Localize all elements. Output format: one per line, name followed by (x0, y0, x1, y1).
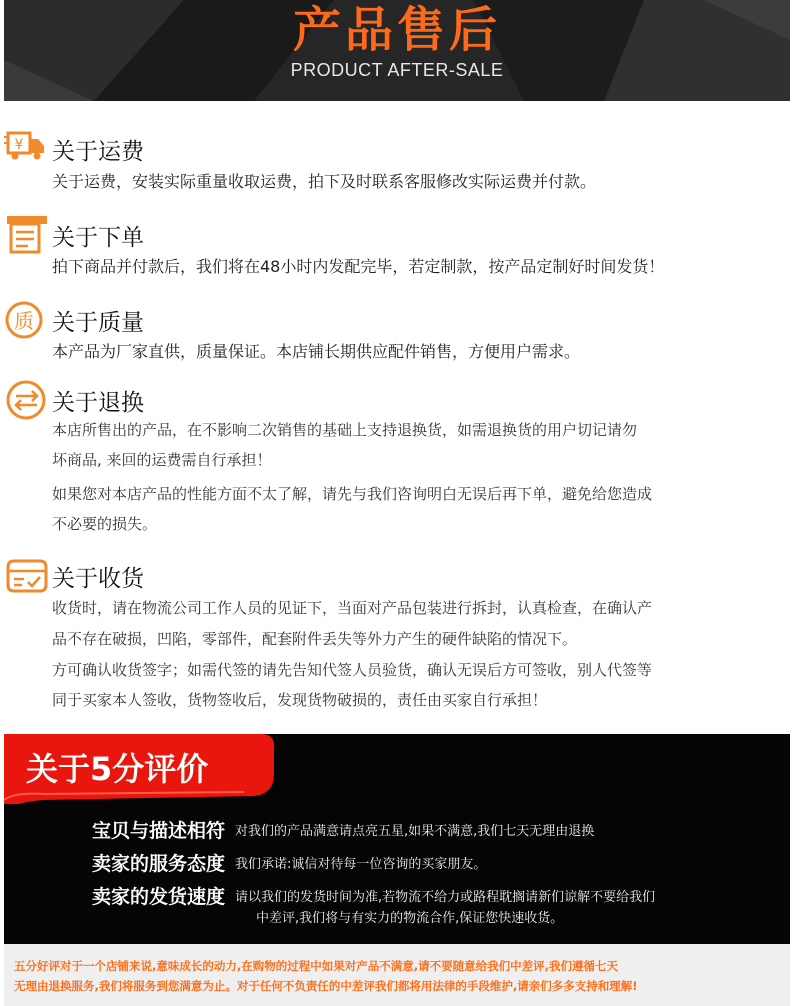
five-star-rating-block (4, 734, 790, 944)
section-text-line: 品不存在破损，凹陷，零部件，配套附件丢失等外力产生的硬件缺陷的情况下。 (52, 630, 578, 648)
section-freight (0, 125, 794, 200)
footer-note (4, 944, 790, 1006)
rating-row-text-continued: 中差评,我们将与有实力的物流合作,保证您快速收货。 (256, 911, 564, 926)
section-text-line: 本店所售出的产品，在不影响二次销售的基础上支持退换货，如需退换货的用户切记请勿 (52, 421, 638, 439)
section-receipt (0, 555, 794, 725)
section-title: 关于运费 (52, 139, 144, 165)
rating-row-text: 我们承诺:诚信对待每一位咨询的买家朋友。 (235, 857, 487, 872)
header-banner (4, 0, 790, 101)
section-text-line: 不必要的损失。 (52, 515, 158, 533)
svg-text:¥: ¥ (14, 137, 24, 153)
rating-row-label: 卖家的发货速度 (92, 886, 226, 908)
rating-row-label: 卖家的服务态度 (92, 853, 226, 875)
rating-row-text: 对我们的产品满意请点亮五星,如果不满意,我们七天无理由退换 (235, 824, 595, 839)
footer-line: 无理由退换服务,我们将服务到您满意为止。对于任何不负责任的中差评我们都将用法律的手段维护,请亲们多多支持和理解! (14, 979, 638, 993)
quality-seal-icon (4, 298, 50, 344)
section-text-line: 关于运费，安装实际重量收取运费，拍下及时联系客服修改实际运费并付款。 (52, 172, 597, 191)
section-text-line: 如果您对本店产品的性能方面不太了解，请先与我们咨询明白无误后再下单，避免给您造成 (52, 485, 653, 503)
rating-row-label: 宝贝与描述相符 (92, 820, 226, 842)
section-title: 关于质量 (52, 310, 144, 336)
receipt-check-icon (4, 555, 50, 601)
section-title: 关于退换 (52, 390, 144, 416)
page-title: 产品售后 (292, 2, 501, 58)
section-order (0, 212, 794, 287)
truck-yen-icon (4, 125, 50, 171)
section-text-line: 同于买家本人签收，货物签收后，发现货物破损的，责任由买家自行承担！ (52, 691, 548, 709)
rating-row-text: 请以我们的发货时间为准,若物流不给力或路程耽搁请新们谅解不要给我们 (235, 890, 656, 905)
section-title: 关于收货 (52, 566, 144, 592)
rating-row (92, 816, 594, 843)
section-title: 关于下单 (52, 225, 144, 251)
footer-line: 五分好评对于一个店铺来说,意味成长的动力,在购物的过程中如果对产品不满意,请不要随意给我们中差评,我们遵循七天 (14, 959, 618, 973)
section-text-line: 收货时，请在物流公司工作人员的见证下，当面对产品包装进行拆封，认真检查，在确认产 (52, 599, 653, 617)
exchange-arrows-icon (4, 378, 50, 424)
section-text-line: 方可确认收货签字；如需代签的请先告知代签人员验货，确认无误后方可签收，别人代签等 (52, 661, 653, 679)
section-exchange (0, 378, 794, 538)
rating-row (92, 882, 655, 909)
section-text-line: 拍下商品并付款后，我们将在48小时内发配完毕，若定制款，按产品定制好时间发货！ (52, 257, 665, 276)
svg-text:质: 质 (14, 309, 34, 333)
rating-title: 关于5分评价 (26, 750, 209, 788)
rating-row (92, 849, 486, 876)
order-form-icon (4, 212, 50, 258)
section-text-line: 坏商品, 来回的运费需自行承担！ (52, 451, 272, 469)
page-subtitle: PRODUCT AFTER-SALE (290, 60, 504, 80)
section-quality (0, 298, 794, 373)
section-text-line: 本产品为厂家直供，质量保证。本店铺长期供应配件销售，方便用户需求。 (52, 342, 581, 361)
